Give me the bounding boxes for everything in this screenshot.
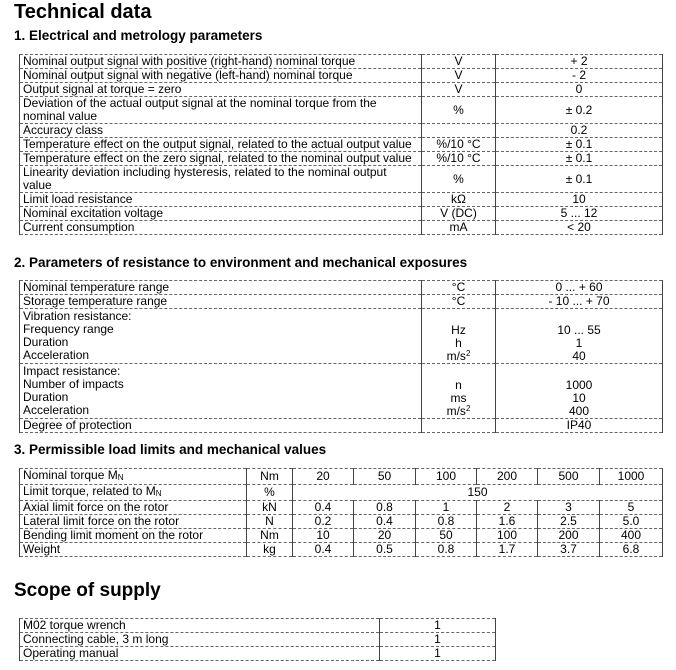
environment-parameters-table [19, 280, 663, 433]
vibration-units [422, 309, 496, 364]
row-value: ± 0.1 [496, 152, 663, 166]
row-unit [422, 419, 496, 433]
row-value: 0.8 [416, 515, 477, 529]
supply-item: Connecting cable, 3 m long [20, 633, 380, 647]
row-value: ± 0.1 [496, 166, 663, 193]
row-unit: V [422, 69, 496, 83]
table-row [20, 501, 663, 515]
row-value: 0 ... + 60 [496, 281, 663, 295]
row-value: ± 0.2 [496, 97, 663, 124]
nominal-torque-row [20, 469, 663, 485]
table-row [20, 124, 663, 138]
row-label: Nominal temperature range [20, 281, 422, 295]
supply-quantity: 1 [380, 633, 496, 647]
row-value: 10 [496, 193, 663, 207]
table-row [20, 193, 663, 207]
row-value: - 2 [496, 69, 663, 83]
row-unit [422, 124, 496, 138]
table-row [20, 295, 663, 309]
table-row [20, 515, 663, 529]
table-row [20, 221, 663, 235]
limit-torque-value: 150 [293, 485, 663, 501]
frequency-label: Frequency range [23, 322, 114, 336]
row-unit: kΩ [422, 193, 496, 207]
row-value: 3.7 [538, 543, 600, 557]
table-row [20, 166, 663, 193]
row-unit: % [247, 485, 293, 501]
row-unit: mA [422, 221, 496, 235]
row-unit: kg [247, 543, 293, 557]
table-row [20, 152, 663, 166]
row-unit: %/10 °C [422, 152, 496, 166]
impacts-unit: n [455, 378, 462, 392]
row-label: Degree of protection [20, 419, 422, 433]
row-value: + 2 [496, 55, 663, 69]
row-label: Limit load resistance [20, 193, 422, 207]
row-value: 0.2 [293, 515, 354, 529]
row-label: Axial limit force on the rotor [20, 501, 247, 515]
impact-values [496, 364, 663, 419]
row-value: < 20 [496, 221, 663, 235]
row-label: Limit torque, related to $M_N$ [20, 485, 247, 501]
row-unit: V (DC) [422, 207, 496, 221]
impact-units [422, 364, 496, 419]
page-title: Technical data [14, 1, 152, 23]
row-unit: V [422, 83, 496, 97]
row-value: 0 [496, 83, 663, 97]
row-unit: Nm [247, 469, 293, 485]
table-row [20, 619, 496, 633]
duration-unit: h [455, 336, 462, 350]
row-value: 5.0 [600, 515, 663, 529]
row-value: 400 [600, 529, 663, 543]
duration-value: 1 [575, 336, 583, 350]
row-label: Temperature effect on the output signal, related to the actual output value [20, 138, 422, 152]
row-value: 6.8 [600, 543, 663, 557]
row-value: 5 ... 12 [496, 207, 663, 221]
acceleration-value: 400 [568, 404, 590, 418]
row-value: 10 [293, 529, 354, 543]
torque-value: 20 [293, 469, 354, 485]
supply-quantity: 1 [380, 619, 496, 633]
frequency-value: 10 ... 55 [557, 323, 601, 337]
frequency-unit: Hz [451, 323, 466, 337]
row-label: Storage temperature range [20, 295, 422, 309]
row-label: Linearity deviation including hysteresis, related to the nominal output value [20, 166, 422, 193]
table-row [20, 529, 663, 543]
load-limits-table [19, 468, 663, 557]
row-label: Nominal excitation voltage [20, 207, 422, 221]
table-row [20, 633, 496, 647]
electrical-parameters-table [19, 54, 663, 235]
row-label: Nominal output signal with negative (left-hand) nominal torque [20, 69, 422, 83]
row-unit: °C [422, 295, 496, 309]
torque-value: 1000 [600, 469, 663, 485]
row-value: 1.6 [477, 515, 538, 529]
row-value: IP40 [496, 419, 663, 433]
row-label: Lateral limit force on the rotor [20, 515, 247, 529]
impact-title: Impact resistance: [23, 364, 121, 378]
row-value: 0.8 [416, 543, 477, 557]
row-unit: %/10 °C [422, 138, 496, 152]
row-label: Nominal output signal with positive (right-hand) nominal torque [20, 55, 422, 69]
row-unit: N [247, 515, 293, 529]
acceleration-unit: $m/s^2$ [446, 349, 471, 363]
table-row [20, 138, 663, 152]
row-value: 5 [600, 501, 663, 515]
table-row [20, 97, 663, 124]
row-value: 200 [538, 529, 600, 543]
row-value: ± 0.1 [496, 138, 663, 152]
row-value: 50 [416, 529, 477, 543]
torque-value: 500 [538, 469, 600, 485]
row-label: Accuracy class [20, 124, 422, 138]
scope-heading: Scope of supply [14, 580, 161, 601]
row-label: Nominal torque $M_N$ [20, 469, 247, 485]
acceleration-label: Acceleration [23, 348, 90, 362]
table-row [20, 543, 663, 557]
row-value: 20 [354, 529, 416, 543]
row-unit: kN [247, 501, 293, 515]
vibration-row [20, 309, 663, 364]
duration-label: Duration [23, 335, 69, 349]
impacts-label: Number of impacts [23, 377, 124, 391]
row-value: - 10 ... + 70 [496, 295, 663, 309]
row-value: 0.4 [354, 515, 416, 529]
row-label: Deviation of the actual output signal at the nominal torque from the nominal value [20, 97, 422, 124]
torque-value: 100 [416, 469, 477, 485]
supply-item: M02 torque wrench [20, 619, 380, 633]
row-value: 0.4 [293, 501, 354, 515]
table-row [20, 647, 496, 661]
table-row [20, 419, 663, 433]
impact-labels [20, 364, 422, 419]
table-row [20, 55, 663, 69]
vibration-values [496, 309, 663, 364]
row-value: 0.4 [293, 543, 354, 557]
duration-unit: ms [450, 391, 467, 405]
duration-label: Duration [23, 390, 69, 404]
row-unit: % [422, 166, 496, 193]
section-3-heading: 3. Permissible load limits and mechanical values [14, 442, 327, 457]
duration-value: 10 [572, 391, 586, 405]
row-value: 1.7 [477, 543, 538, 557]
impact-row [20, 364, 663, 419]
section-2-heading: 2. Parameters of resistance to environment and mechanical exposures [14, 255, 468, 270]
supply-quantity: 1 [380, 647, 496, 661]
vibration-title: Vibration resistance: [23, 309, 132, 323]
row-unit: °C [422, 281, 496, 295]
acceleration-unit: $m/s^2$ [446, 404, 471, 418]
row-label: Current consumption [20, 221, 422, 235]
row-value: 0.5 [354, 543, 416, 557]
table-row [20, 207, 663, 221]
torque-value: 200 [477, 469, 538, 485]
vibration-labels [20, 309, 422, 364]
row-value: 2 [477, 501, 538, 515]
row-value: 3 [538, 501, 600, 515]
acceleration-value: 40 [572, 349, 586, 363]
row-value: 2.5 [538, 515, 600, 529]
limit-torque-row [20, 485, 663, 501]
row-unit: % [422, 97, 496, 124]
table-row [20, 281, 663, 295]
row-unit: V [422, 55, 496, 69]
row-value: 1 [416, 501, 477, 515]
acceleration-label: Acceleration [23, 403, 90, 417]
row-label: Bending limit moment on the rotor [20, 529, 247, 543]
row-value: 100 [477, 529, 538, 543]
torque-value: 50 [354, 469, 416, 485]
table-row [20, 83, 663, 97]
impacts-value: 1000 [565, 378, 593, 392]
row-label: Temperature effect on the zero signal, related to the nominal output value [20, 152, 422, 166]
row-label: Output signal at torque = zero [20, 83, 422, 97]
supply-item: Operating manual [20, 647, 380, 661]
table-row [20, 69, 663, 83]
section-1-heading: 1. Electrical and metrology parameters [14, 28, 263, 43]
scope-of-supply-table [19, 618, 496, 661]
row-value: 0.8 [354, 501, 416, 515]
row-unit: Nm [247, 529, 293, 543]
row-value: 0.2 [496, 124, 663, 138]
row-label: Weight [20, 543, 247, 557]
